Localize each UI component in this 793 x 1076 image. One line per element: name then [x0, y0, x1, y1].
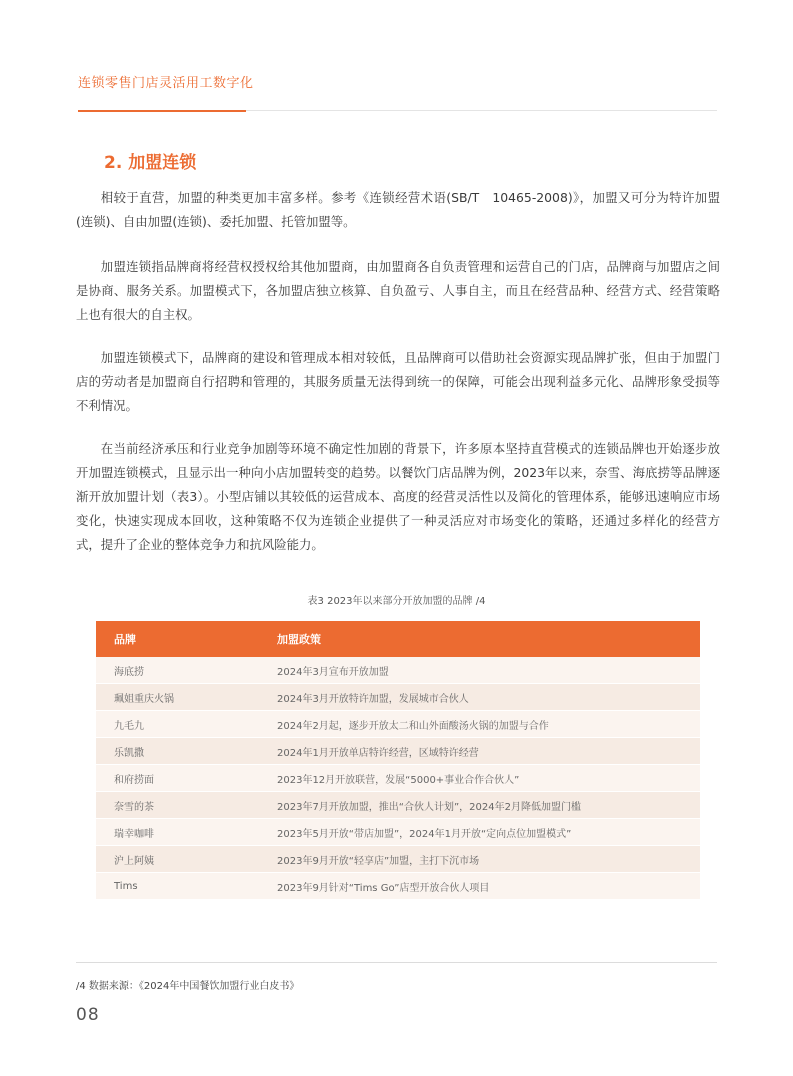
table-row	[96, 711, 700, 738]
brand-cell: 沪上阿姨	[96, 846, 277, 873]
table-row	[96, 765, 700, 792]
policy-cell: 2024年3月开放特许加盟，发展城市合伙人	[277, 684, 700, 711]
footnote: /4 数据来源：《2024年中国餐饮加盟行业白皮书》	[76, 981, 300, 992]
section-title: 2. 加盟连锁	[104, 153, 197, 173]
brand-cell: 和府捞面	[96, 765, 277, 792]
paragraph-1: 相较于直营，加盟的种类更加丰富多样。参考《连锁经营术语(SB/T 10465-2008)》，加盟又可分为特许加盟(连锁)、自由加盟(连锁)、委托加盟、托管加盟等。	[76, 190, 720, 229]
brand-cell: Tims	[96, 873, 277, 900]
paragraph-3: 加盟连锁模式下，品牌商的建设和管理成本相对较低，且品牌商可以借助社会资源实现品牌扩张，但由于加盟门店的劳动者是加盟商自行招聘和管理的，其服务质量无法得到统一的保障，可能会出现利益多元化、品牌形象受损等不利情况。	[76, 350, 720, 413]
table-row	[96, 873, 700, 900]
table-header-row	[96, 621, 700, 657]
brand-cell: 瑞幸咖啡	[96, 819, 277, 846]
policy-cell: 2023年5月开放“带店加盟”，2024年1月开放“定向点位加盟模式”	[277, 819, 700, 846]
policy-cell: 2023年9月开放“轻享店”加盟，主打下沉市场	[277, 846, 700, 873]
table-row	[96, 657, 700, 684]
policy-cell: 2024年1月开放单店特许经营，区域特许经营	[277, 738, 700, 765]
table-row	[96, 684, 700, 711]
brand-cell: 乐凯撒	[96, 738, 277, 765]
policy-cell: 2023年9月针对“Tims Go”店型开放合伙人项目	[277, 873, 700, 900]
table-row	[96, 819, 700, 846]
footnote-divider	[76, 962, 717, 963]
table-row	[96, 792, 700, 819]
brand-cell: 奈雪的茶	[96, 792, 277, 819]
header-policy: 加盟政策	[277, 621, 700, 657]
policy-cell: 2024年2月起，逐步开放太二和山外面酸汤火锅的加盟与合作	[277, 711, 700, 738]
table-caption: 表3 2023年以来部分开放加盟的品牌 /4	[307, 596, 486, 607]
paragraph-2: 加盟连锁指品牌商将经营权授权给其他加盟商，由加盟商各自负责管理和运营自己的门店，品牌商与加盟店之间是协商、服务关系。加盟模式下，各加盟店独立核算、自负盈亏、人事自主，而且在经营品种、经营方式、经营策略上也有很大的自主权。	[76, 259, 720, 322]
brand-cell: 珮姐重庆火锅	[96, 684, 277, 711]
policy-cell: 2023年7月开放加盟，推出“合伙人计划”，2024年2月降低加盟门槛	[277, 792, 700, 819]
policy-cell: 2023年12月开放联营，发展“5000+事业合作合伙人”	[277, 765, 700, 792]
running-header: 连锁零售门店灵活用工数字化	[78, 76, 254, 91]
header-brand: 品牌	[96, 621, 277, 657]
page-number: 08	[76, 1005, 100, 1025]
policy-cell: 2024年3月宣布开放加盟	[277, 657, 700, 684]
table-row	[96, 738, 700, 765]
table-row	[96, 846, 700, 873]
brand-cell: 海底捞	[96, 657, 277, 684]
brand-policy-table	[96, 621, 700, 900]
brand-cell: 九毛九	[96, 711, 277, 738]
paragraph-4: 在当前经济承压和行业竞争加剧等环境不确定性加剧的背景下，许多原本坚持直营模式的连锁品牌也开始逐步放开加盟连锁模式，且显示出一种向小店加盟转变的趋势。以餐饮门店品牌为例，2023年以来，奈雪、海底捞等品牌逐渐开放加盟计划（表3）。小型店铺以其较低的运营成本、高度的经营灵活性以及简化的管理体系，能够迅速响应市场变化，快速实现成本回收，这种策略不仅为连锁企业提供了一种灵活应对市场变化的策略，还通过多样化的经营方式，提升了企业的整体竞争力和抗风险能力。	[76, 441, 720, 552]
header-divider-accent	[78, 110, 246, 112]
